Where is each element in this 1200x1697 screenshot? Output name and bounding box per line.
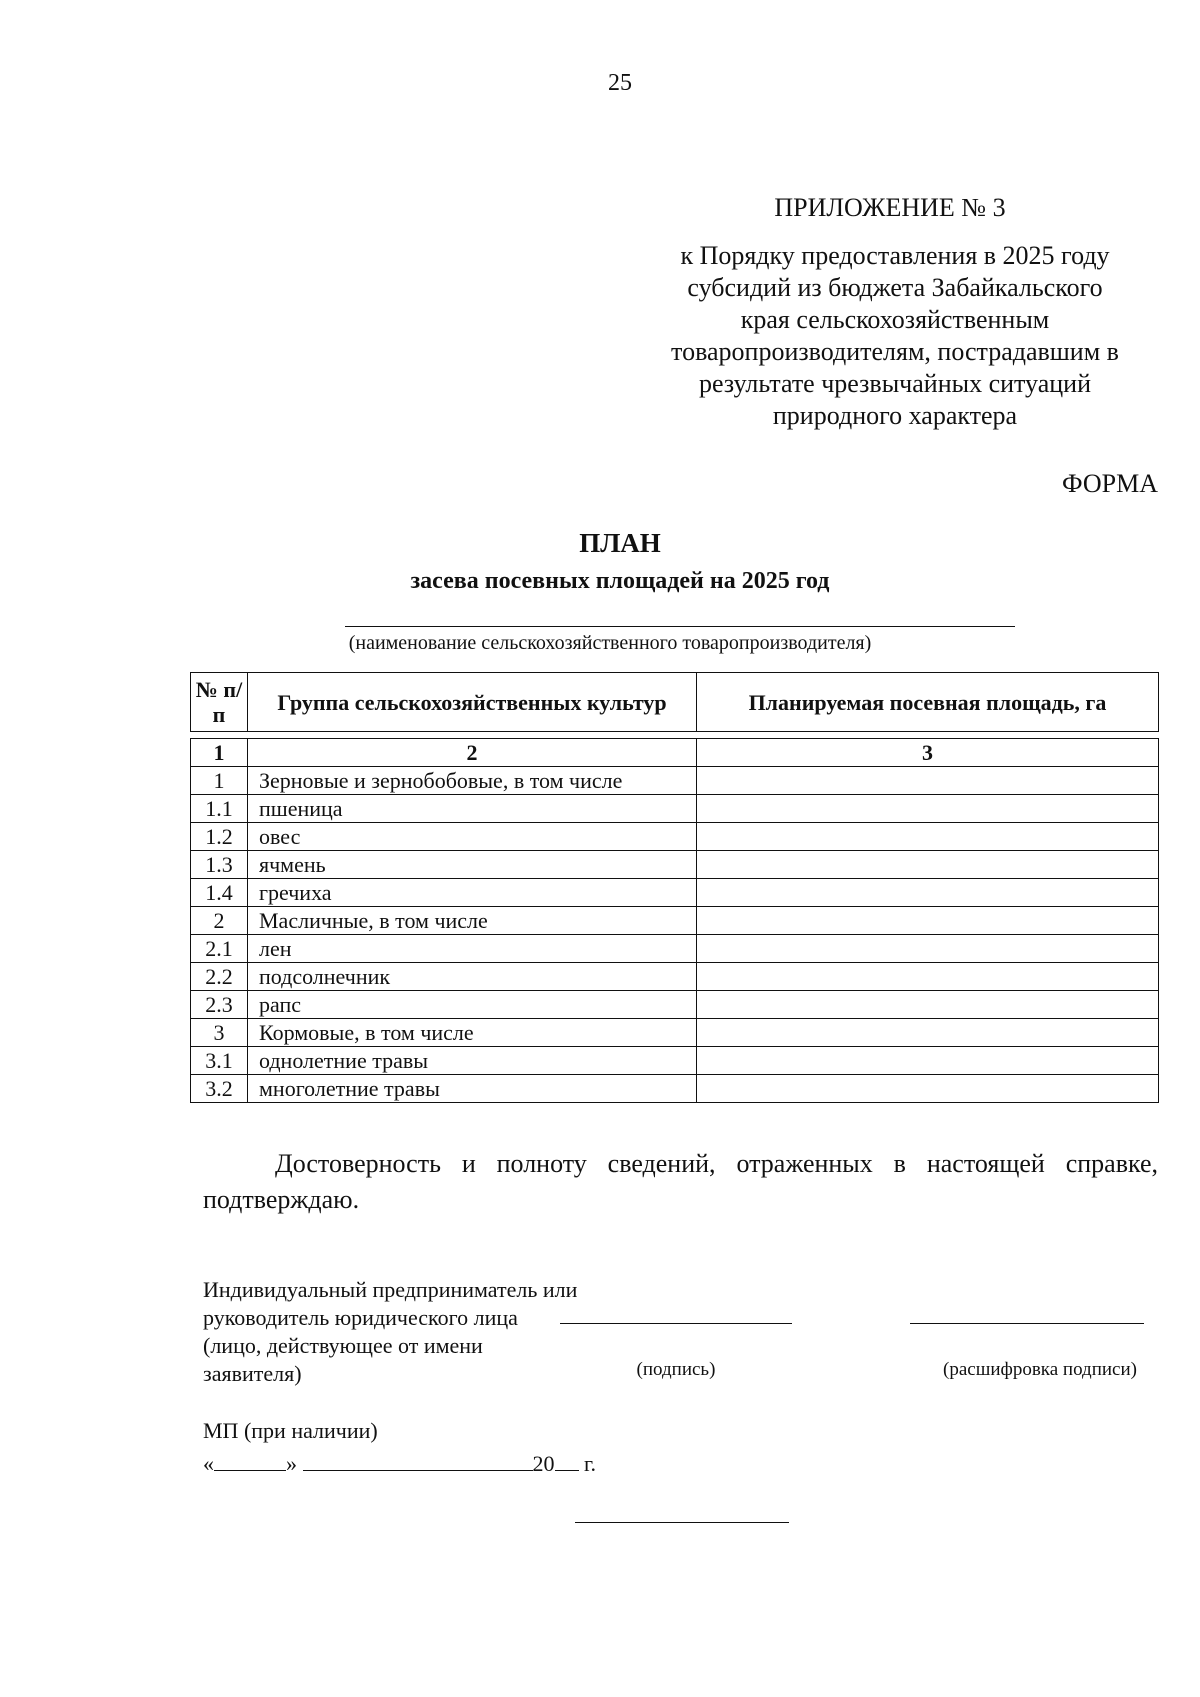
plan-subtitle: засева посевных площадей на 2025 год bbox=[410, 568, 830, 594]
planned-area-cell[interactable] bbox=[697, 767, 1159, 795]
appendix-line: природного характера bbox=[772, 401, 1018, 430]
appendix-line: товаропроизводителям, пострадавшим в bbox=[671, 337, 1119, 366]
planned-area-cell[interactable] bbox=[697, 1075, 1159, 1103]
signature-caption: (подпись) bbox=[636, 1359, 716, 1380]
close-quote: » bbox=[286, 1451, 297, 1476]
plan-table-header bbox=[190, 672, 1159, 732]
table-row bbox=[191, 935, 1159, 963]
signer-block bbox=[203, 1276, 577, 1388]
table-row bbox=[191, 851, 1159, 879]
plan-table bbox=[190, 738, 1159, 1103]
crop-group-cell: многолетние травы bbox=[248, 1075, 697, 1103]
end-separator bbox=[575, 1522, 789, 1523]
table-row bbox=[191, 991, 1159, 1019]
plan-title: ПЛАН bbox=[579, 528, 661, 558]
appendix-description bbox=[625, 240, 1165, 432]
row-number: 3.1 bbox=[191, 1047, 248, 1075]
header-crop-group: Группа сельскохозяйственных культур bbox=[248, 673, 697, 732]
signer-line: заявителя) bbox=[203, 1361, 302, 1386]
signer-line: Индивидуальный предприниматель или bbox=[203, 1277, 578, 1302]
table-row bbox=[191, 879, 1159, 907]
seal-label: МП (при наличии) bbox=[203, 1418, 378, 1443]
row-number: 1.1 bbox=[191, 795, 248, 823]
column-number: 3 bbox=[697, 739, 1159, 767]
signer-line: руководитель юридического лица bbox=[203, 1305, 518, 1330]
planned-area-cell[interactable] bbox=[697, 963, 1159, 991]
header-planned-area: Планируемая посевная площадь, га bbox=[697, 673, 1159, 732]
table-row bbox=[191, 1019, 1159, 1047]
row-number: 1.4 bbox=[191, 879, 248, 907]
confirmation-text: Достоверность и полноту сведений, отраженных в настоящей справке, подтверждаю. bbox=[203, 1149, 1158, 1214]
date-line bbox=[203, 1448, 596, 1477]
table-row bbox=[191, 907, 1159, 935]
table-row bbox=[191, 767, 1159, 795]
row-number: 2 bbox=[191, 907, 248, 935]
column-numbers-row bbox=[191, 739, 1159, 767]
column-number: 2 bbox=[248, 739, 697, 767]
crop-group-cell: рапс bbox=[248, 991, 697, 1019]
planned-area-cell[interactable] bbox=[697, 1019, 1159, 1047]
open-quote: « bbox=[203, 1451, 214, 1476]
row-number: 2.1 bbox=[191, 935, 248, 963]
row-number: 1.2 bbox=[191, 823, 248, 851]
signature-field[interactable] bbox=[560, 1323, 792, 1324]
producer-name-field[interactable] bbox=[345, 626, 1015, 627]
crop-group-cell: Кормовые, в том числе bbox=[248, 1019, 697, 1047]
page-number: 25 bbox=[608, 70, 632, 96]
table-row bbox=[191, 1075, 1159, 1103]
appendix-line: результате чрезвычайных ситуаций bbox=[698, 369, 1091, 398]
crop-group-cell: ячмень bbox=[248, 851, 697, 879]
signature-decoding-field[interactable] bbox=[910, 1323, 1144, 1324]
row-number: 2.2 bbox=[191, 963, 248, 991]
crop-group-cell: гречиха bbox=[248, 879, 697, 907]
planned-area-cell[interactable] bbox=[697, 823, 1159, 851]
year-prefix: 20 bbox=[532, 1451, 555, 1476]
crop-group-cell: Масличные, в том числе bbox=[248, 907, 697, 935]
crop-group-cell: однолетние травы bbox=[248, 1047, 697, 1075]
header-number: № п/п bbox=[191, 673, 248, 732]
planned-area-cell[interactable] bbox=[697, 795, 1159, 823]
row-number: 1 bbox=[191, 767, 248, 795]
crop-group-cell: пшеница bbox=[248, 795, 697, 823]
table-row bbox=[191, 823, 1159, 851]
appendix-line: к Порядку предоставления в 2025 году bbox=[680, 241, 1110, 270]
row-number: 1.3 bbox=[191, 851, 248, 879]
crop-group-cell: Зерновые и зернобобовые, в том числе bbox=[248, 767, 697, 795]
form-label: ФОРМА bbox=[1062, 469, 1158, 498]
signature-decoding-caption: (расшифровка подписи) bbox=[943, 1359, 1137, 1380]
signer-line: (лицо, действующее от имени bbox=[203, 1333, 483, 1358]
planned-area-cell[interactable] bbox=[697, 1047, 1159, 1075]
appendix-line: субсидий из бюджета Забайкальского bbox=[687, 273, 1103, 302]
crop-group-cell: лен bbox=[248, 935, 697, 963]
row-number: 3 bbox=[191, 1019, 248, 1047]
appendix-title: ПРИЛОЖЕНИЕ № 3 bbox=[774, 193, 1006, 222]
table-row bbox=[191, 963, 1159, 991]
crop-group-cell: овес bbox=[248, 823, 697, 851]
planned-area-cell[interactable] bbox=[697, 851, 1159, 879]
planned-area-cell[interactable] bbox=[697, 907, 1159, 935]
table-row bbox=[191, 795, 1159, 823]
column-number: 1 bbox=[191, 739, 248, 767]
row-number: 2.3 bbox=[191, 991, 248, 1019]
planned-area-cell[interactable] bbox=[697, 879, 1159, 907]
planned-area-cell[interactable] bbox=[697, 991, 1159, 1019]
crop-group-cell: подсолнечник bbox=[248, 963, 697, 991]
appendix-line: края сельскохозяйственным bbox=[740, 305, 1050, 334]
table-row bbox=[191, 1047, 1159, 1075]
producer-name-caption: (наименование сельскохозяйственного товаропроизводителя) bbox=[348, 632, 872, 654]
planned-area-cell[interactable] bbox=[697, 935, 1159, 963]
day-field[interactable] bbox=[214, 1448, 286, 1471]
year-field[interactable] bbox=[555, 1448, 579, 1471]
month-field[interactable] bbox=[303, 1448, 533, 1471]
row-number: 3.2 bbox=[191, 1075, 248, 1103]
year-suffix: г. bbox=[584, 1451, 597, 1476]
